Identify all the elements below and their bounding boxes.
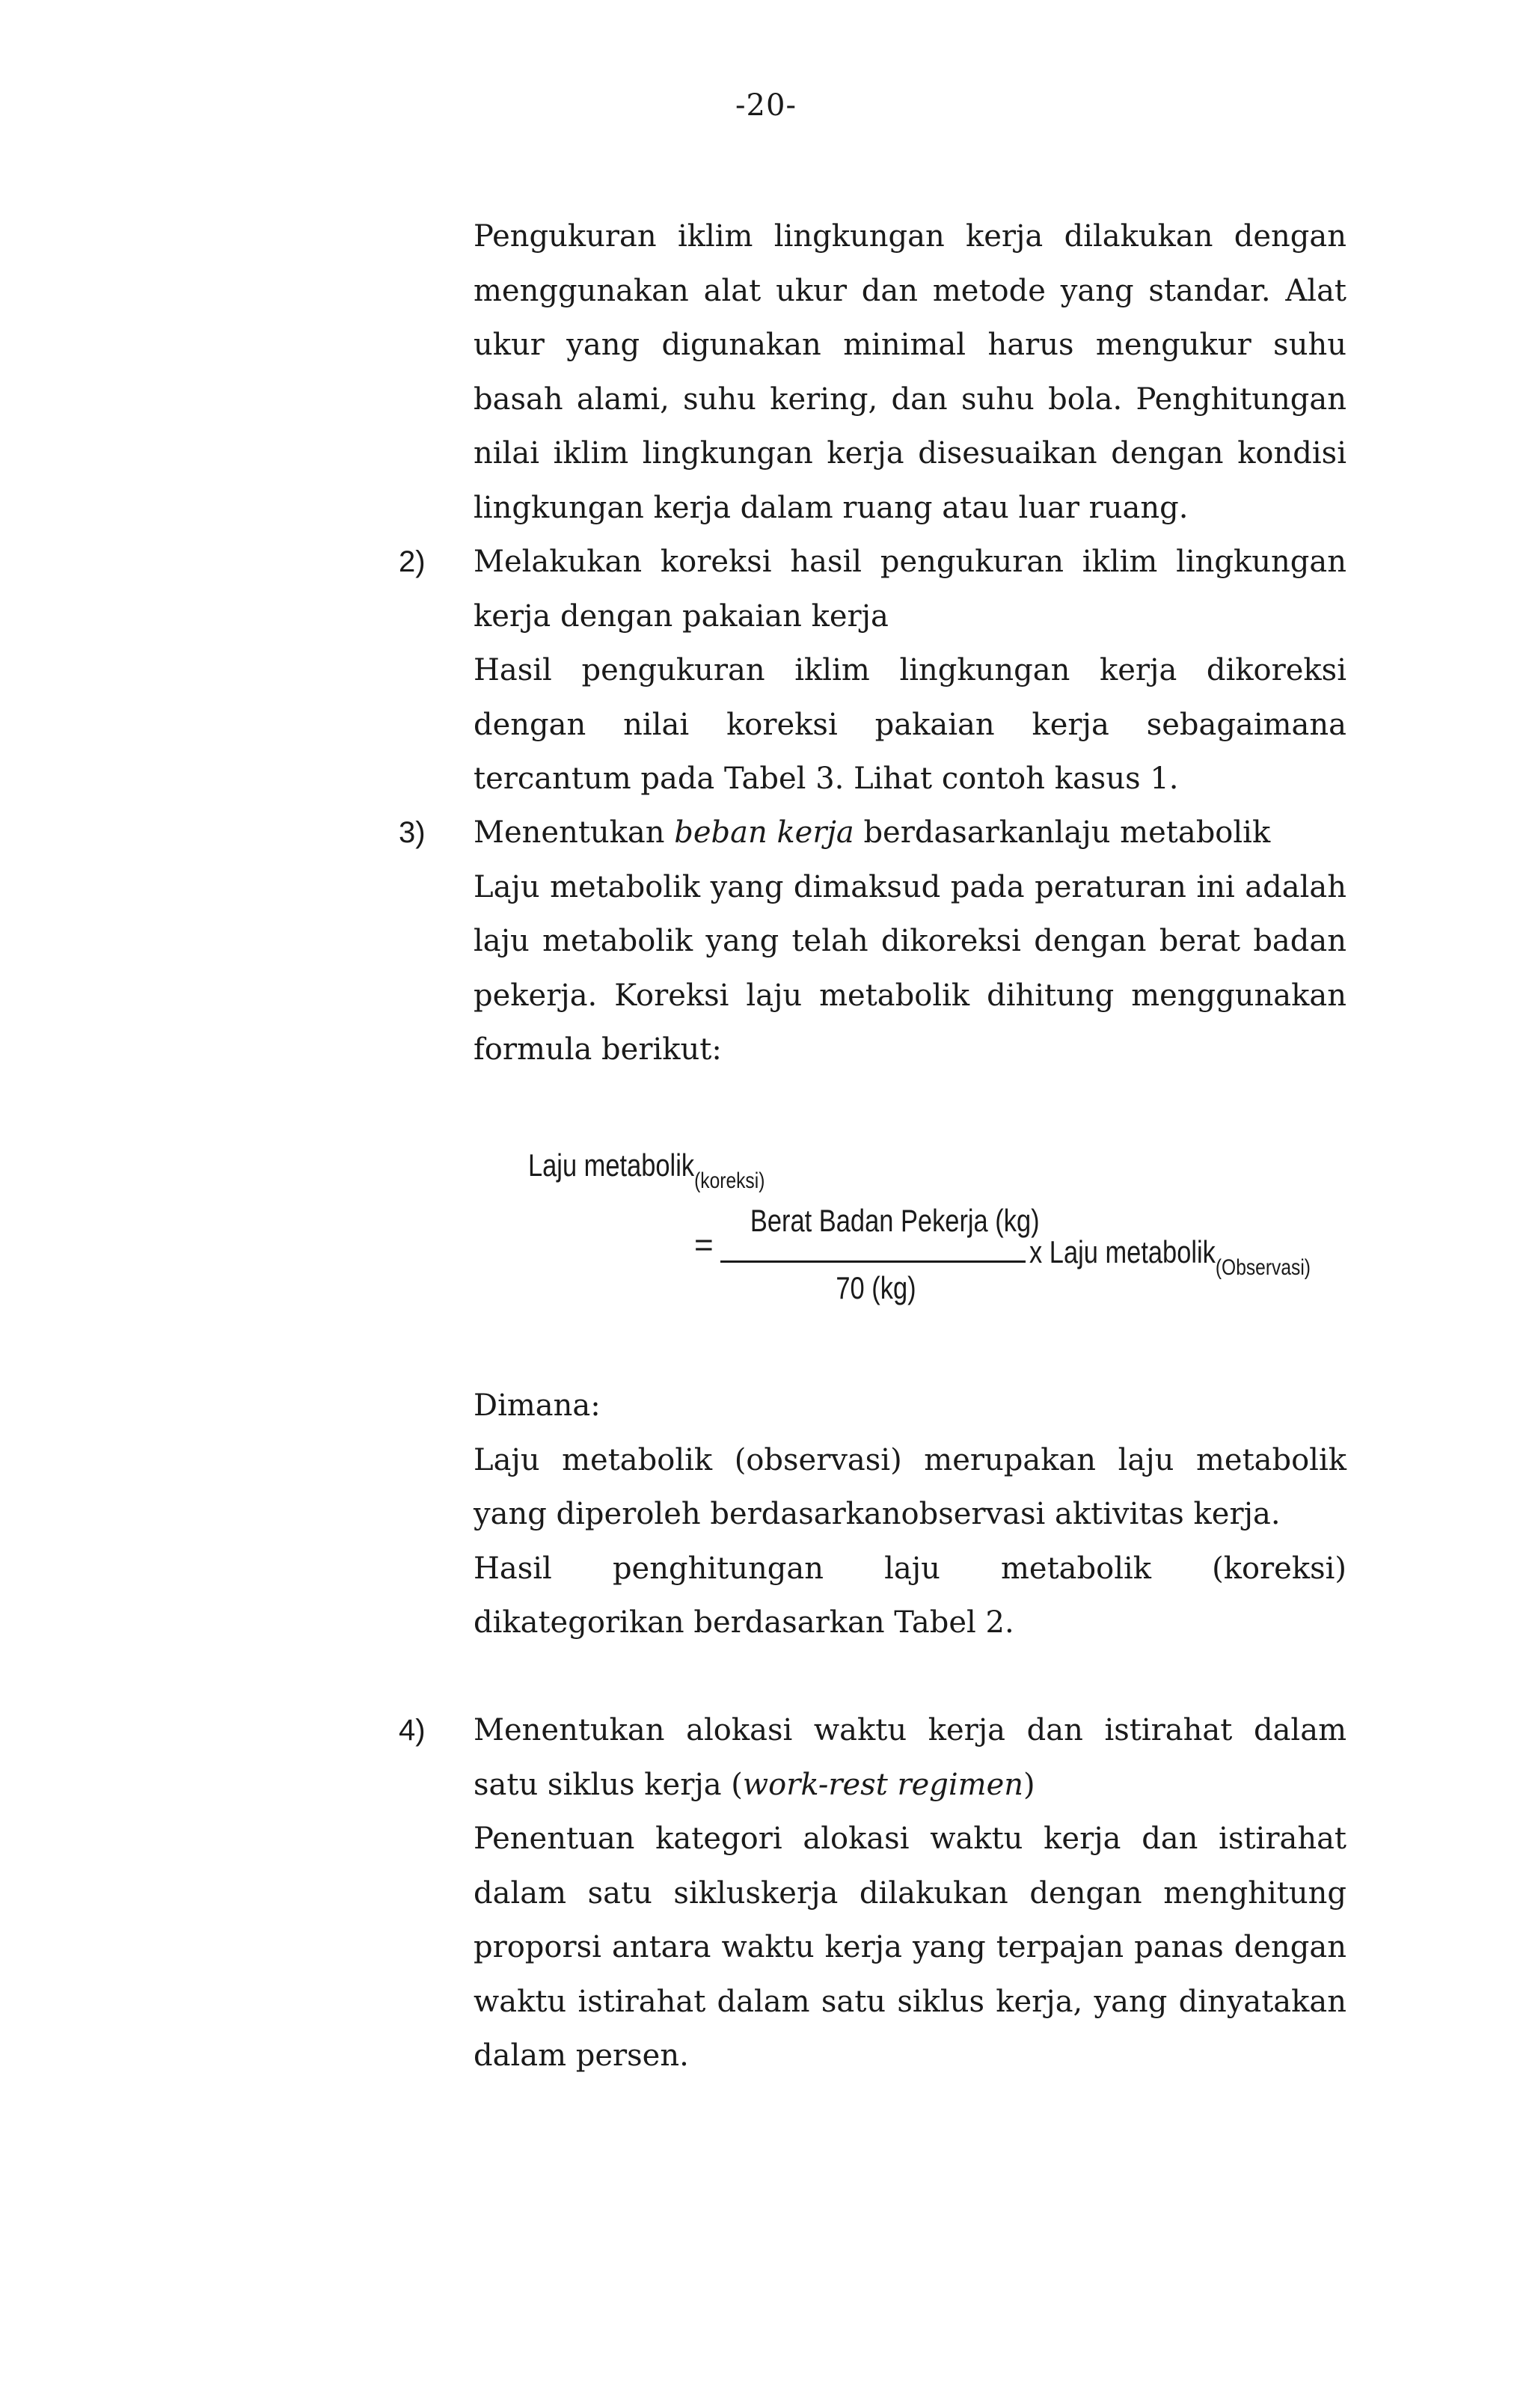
item-3 (474, 806, 1346, 1077)
formula-fraction-bar (720, 1260, 1026, 1263)
intro-paragraph (474, 209, 1346, 535)
text-line: menggunakan alat ukur dan metode yang standar. Alat (474, 273, 1346, 308)
text-line: Hasil pengukuran iklim lingkungan kerja dikoreksi (474, 653, 1346, 687)
text-line: Laju metabolik yang dimaksud pada peraturan ini adalah (474, 869, 1346, 904)
text-line: Pengukuran iklim lingkungan kerja dilakukan dengan (474, 219, 1346, 254)
formula-rhs (1029, 1234, 1311, 1280)
item-3-number: 3) (399, 816, 426, 849)
text-line: Hasil penghitungan laju metabolik (koreksi) (474, 1551, 1346, 1586)
text-line: dikategorikan berdasarkan Tabel 2. (474, 1605, 1014, 1640)
text-line: dengan nilai koreksi pakaian kerja sebagaimana (474, 707, 1346, 742)
text-line: yang diperoleh berdasarkanobservasi aktivitas kerja. (474, 1497, 1281, 1531)
formula-equals: = (694, 1227, 714, 1263)
item-4-heading-line (474, 1758, 1346, 1813)
item-4-heading-line: Menentukan alokasi waktu kerja dan istirahat dalam (474, 1713, 1346, 1747)
item-3-heading-suffix: berdasarkanlaju metabolik (854, 815, 1271, 850)
formula-denominator: 70 (kg) (836, 1270, 916, 1305)
item-2-heading-line: kerja dengan pakaian kerja (474, 598, 889, 634)
item-4-heading-suffix: ) (1023, 1767, 1035, 1802)
dimana-section (474, 1379, 1346, 1650)
formula-lhs-subscript: (koreksi) (694, 1168, 765, 1193)
item-3-heading-italic: beban kerja (674, 815, 854, 850)
text-line: lingkungan kerja dalam ruang atau luar ruang. (474, 490, 1189, 525)
text-line: ukur yang digunakan minimal harus mengukur suhu (474, 328, 1346, 362)
item-4-heading-prefix: satu siklus kerja ( (474, 1767, 743, 1802)
formula-lhs-text: Laju metabolik (528, 1148, 695, 1183)
text-line: proporsi antara waktu kerja yang terpajan panas dengan (474, 1930, 1346, 1964)
dimana-label: Dimana: (474, 1388, 601, 1423)
text-line: basah alami, suhu kering, dan suhu bola. Penghitungan (474, 382, 1346, 417)
item-2-number: 2) (399, 545, 426, 578)
text-line: dalam persen. (474, 2038, 689, 2073)
item-4-heading-italic: work-rest regimen (742, 1767, 1024, 1802)
item-4-number: 4) (399, 1714, 426, 1747)
text-line: pekerja. Koreksi laju metabolik dihitung menggunakan (474, 978, 1346, 1013)
text-line: tercantum pada Tabel 3. Lihat contoh kasus 1. (474, 762, 1179, 796)
text-line: nilai iklim lingkungan kerja disesuaikan dengan kondisi (474, 436, 1346, 471)
text-line: dalam satu sikluskerja dilakukan dengan menghitung (474, 1875, 1346, 1911)
item-4 (474, 1703, 1346, 2083)
item-3-heading-prefix: Menentukan (474, 815, 675, 850)
metabolic-rate-formula (524, 1137, 1346, 1317)
item-2-heading-line: Melakukan koreksi hasil pengukuran iklim lingkungan (474, 545, 1346, 579)
formula-rhs-subscript: (Observasi) (1215, 1255, 1311, 1280)
text-line: Penentuan kategori alokasi waktu kerja dan istirahat (474, 1822, 1346, 1856)
item-2 (474, 535, 1346, 806)
item-3-heading (474, 806, 1346, 860)
formula-numerator: Berat Badan Pekerja (kg) (750, 1203, 1040, 1238)
formula-rhs-text: x Laju metabolik (1029, 1234, 1216, 1269)
text-line: laju metabolik yang telah dikoreksi dengan berat badan (474, 924, 1346, 958)
formula-lhs (528, 1148, 765, 1193)
text-line: Laju metabolik (observasi) merupakan laju metabolik (474, 1442, 1346, 1477)
page-number: -20- (735, 88, 797, 123)
text-line: formula berikut: (474, 1032, 722, 1067)
text-line: waktu istirahat dalam satu siklus kerja, yang dinyatakan (474, 1984, 1346, 2019)
